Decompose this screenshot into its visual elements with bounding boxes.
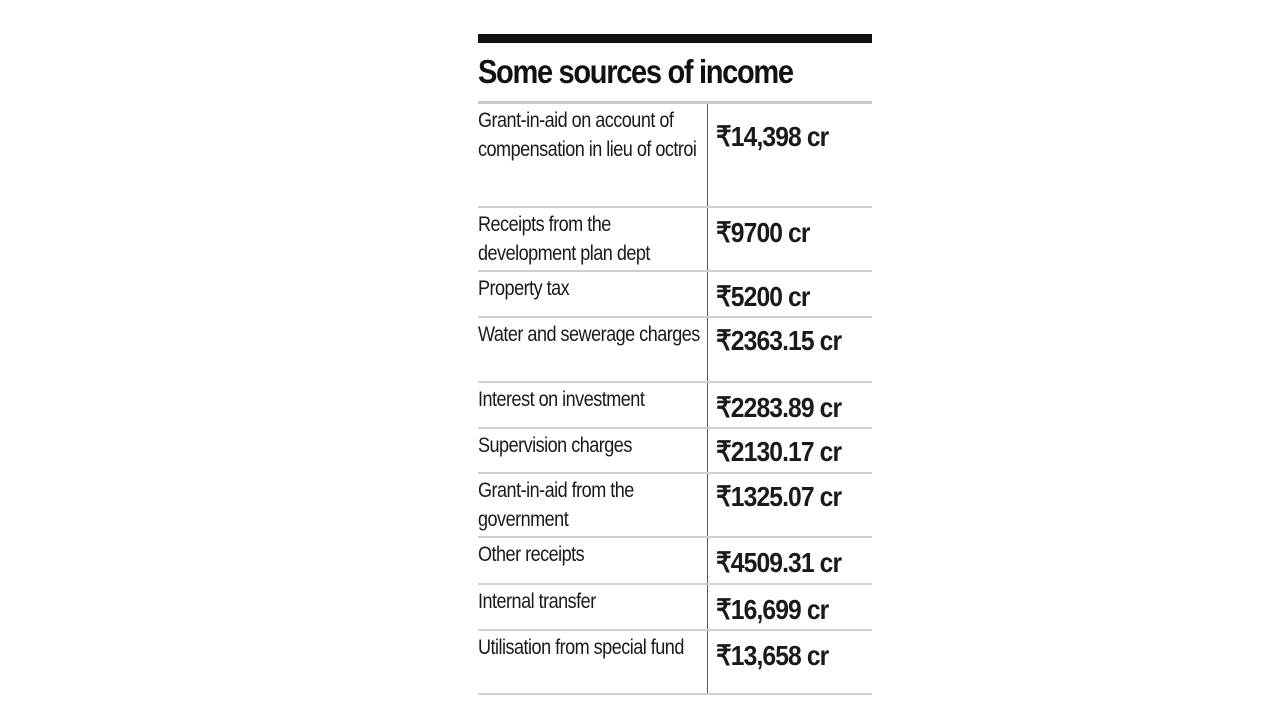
row-value-text: ₹13,658 cr [716, 640, 829, 671]
income-sources-table [478, 34, 872, 695]
row-value-text: ₹14,398 cr [716, 121, 829, 152]
row-value-text: ₹4509.31 cr [716, 547, 842, 578]
row-label-text: Interest on investment [478, 388, 645, 411]
table-row [478, 429, 872, 474]
row-label [478, 383, 708, 427]
row-value-text: ₹16,699 cr [716, 594, 829, 625]
row-value [708, 538, 872, 583]
row-label-text: Property tax [478, 277, 570, 300]
row-label-text: Other receipts [478, 543, 585, 566]
row-label [478, 208, 708, 270]
table-row [478, 538, 872, 585]
row-value-text: ₹2130.17 cr [716, 436, 842, 467]
table-title: Some sources of income [478, 53, 793, 90]
row-value [708, 631, 872, 693]
row-label-text: Internal transfer [478, 590, 596, 613]
row-value [708, 208, 872, 270]
row-value [708, 272, 872, 316]
row-value-text: ₹2283.89 cr [716, 392, 842, 423]
row-label [478, 104, 708, 206]
row-value [708, 104, 872, 206]
table-row [478, 272, 872, 318]
row-label [478, 585, 708, 629]
table-row [478, 208, 872, 272]
top-rule [478, 34, 872, 43]
row-label-text: Grant-in-aid from the government [478, 479, 634, 531]
row-label-text: Supervision charges [478, 434, 632, 457]
row-label [478, 538, 708, 583]
row-label-text: Utilisation from special fund [478, 636, 684, 659]
row-label-text: Grant-in-aid on account of compensation in lieu of octroi [478, 109, 697, 161]
table-row [478, 318, 872, 383]
table-row [478, 383, 872, 429]
row-value [708, 474, 872, 536]
row-value-text: ₹5200 cr [716, 281, 810, 312]
row-label-text: Water and sewerage charges [478, 323, 700, 346]
row-label [478, 474, 708, 536]
row-label [478, 318, 708, 381]
table-row [478, 104, 872, 208]
row-value [708, 429, 872, 472]
row-label [478, 429, 708, 472]
table-row [478, 474, 872, 538]
table-row [478, 585, 872, 631]
row-value [708, 585, 872, 629]
row-label [478, 631, 708, 693]
row-value-text: ₹1325.07 cr [716, 481, 842, 512]
table-row [478, 631, 872, 695]
row-value [708, 383, 872, 427]
row-value [708, 318, 872, 381]
row-value-text: ₹2363.15 cr [716, 325, 842, 356]
row-value-text: ₹9700 cr [716, 217, 810, 248]
row-label-text: Receipts from the development plan dept [478, 213, 650, 265]
row-label [478, 272, 708, 316]
